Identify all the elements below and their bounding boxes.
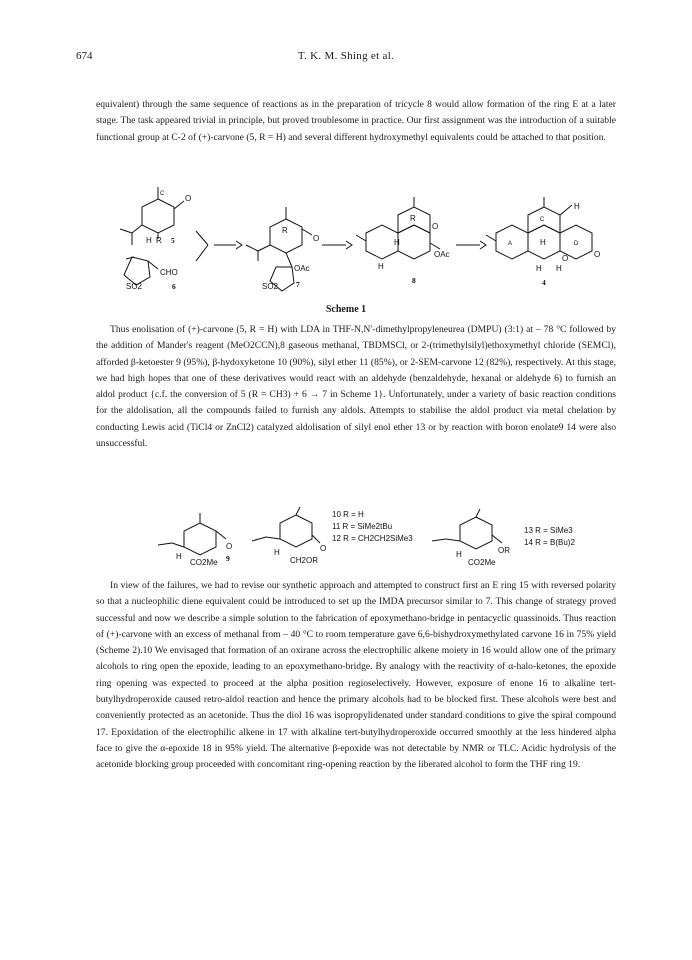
compound-6-structure: [124, 257, 158, 285]
c8-h-label-2: H: [378, 262, 384, 271]
c7-oac-label: OAc: [294, 264, 310, 273]
c4-ring-c-label: C: [540, 217, 545, 223]
c7-so2-label: SO2: [262, 282, 279, 291]
compound-10-12-structure: [252, 507, 320, 547]
c7-o-label: O: [313, 234, 320, 243]
compound-9-structure: [158, 513, 226, 555]
c4-ring-a-label: A: [508, 241, 513, 247]
c8-r-label: R: [410, 214, 416, 223]
c8-oac-label: OAc: [434, 250, 450, 259]
c5-h-label: H: [146, 236, 152, 245]
scheme-1-caption: Scheme 1: [325, 304, 367, 315]
c13-or-label: OR: [498, 546, 510, 555]
c10-r-def: 10 R = H: [332, 510, 364, 519]
c10-o-label: O: [320, 544, 327, 553]
paragraph-1: equivalent) through the same sequence of reactions as in the preparation of tricycle 8 would allow formation of the ring E at a later stage. The task appeared trivial in principle, but proved troublesome in practice. Our first assignment was the introduction of a suitable functional group at C-2 of (+)-carvone (5, R = H) and several different hydroxymethyl equivalents could be attached to that position.: [96, 99, 616, 143]
c10-h-label: H: [274, 548, 280, 557]
c14-r-def: 14 R = B(Bu)2: [524, 538, 575, 547]
c13-co2me-label: CO2Me: [468, 558, 496, 567]
compounds-9-14: [96, 505, 616, 567]
c12-r-def: 12 R = CH2CH2SiMe3: [332, 534, 413, 543]
c5-r-label: R: [156, 236, 162, 245]
scheme-1-structures: [96, 183, 616, 301]
compounds-9-14-structures: [96, 505, 616, 567]
c9-h-label: H: [176, 552, 182, 561]
scheme-1: [96, 183, 616, 301]
c4-o-carbonyl-label: O: [594, 250, 601, 259]
c5-o-label: O: [185, 194, 192, 203]
c8-o-label: O: [432, 222, 439, 231]
compound-7-structure: [246, 207, 312, 291]
compound-5-number: 5: [171, 236, 175, 245]
c4-o-ring-label: O: [562, 254, 569, 263]
c6-so2-label: SO2: [126, 282, 143, 291]
c8-h-label-1: H: [394, 238, 400, 247]
paragraph-3: In view of the failures, we had to revise our synthetic approach and attempted to construct first an E ring 15 with reversed polarity so that a nucleophilic diene equivalent could be introduced to set up the IMDA precursor similar to 7. This change of strategy proved successful and now we describe a simple solution to the fabrication of epoxymethano-bridge in pentacyclic quassinoids. Thus reaction of (+)-carvone with an excess of methanal from – 40 °C to room temperature gave 6,6-bishydroxymethylated carvone 16 in 75% yield (Scheme 2).10 We envisaged that formation of an oxirane across the electrophilic alkene moiety in 16 would allow one of the primary alcohols to ring open the epoxide, leading to an epoxymethano-bridge. By analogy with the reactivity of α-halo-ketones, the epoxide ring opening was expected to proceed at the alpha position regioselectively. However, exposure of enone 16 to alkaline tert-butylhydroperoxide caused retro-aldol reaction and hence the primary alcohols had to be blocked first. These alcohols were best and conveniently protected as an acetonide. Thus the diol 16 was isopropylidenated under standard conditions to give the spiral compound 17. Epoxidation of the electrophilic alkene in 17 with alkaline tert-butylhydroperoxide occurred smoothly at the less hindered alpha face to give the α-epoxide 18 in 95% yield. The alternative β-epoxide was not detectable by NMR or TLC. Acidic hydrolysis of the acetonide blocking group proceeded with concomitant ring-opening reaction by the liberated alcohol to form the THF ring 19.: [96, 580, 616, 771]
c6-cho-label: CHO: [160, 268, 178, 277]
compound-4-number: 4: [542, 278, 546, 287]
page-number: 674: [76, 50, 93, 62]
paragraph-2: Thus enolisation of (+)-carvone (5, R = H) with LDA in THF-N,N′-dimethylpropyleneurea (DMPU) (3:1) at – 78 °C followed by the addition of Mander's reagent (MeO2CCN),8 gaseous methanal, TBDMSCl, or 2-(trimethylsilyl)ethoxymethyl chloride (SEMCl), afforded β-ketoester 9 (95%), β-hydoxyketone 10 (90%), silyl ether 11 (85%), or 2-SEM-carvone 12 (82%), respectively. At this stage, we had high hopes that one of these derivatives would react with an aldehyde (benzaldehyde, hexanal or aldehyde 6) to furnish an aldol product {c.f. the conversion of 5 (R = CH3) + 6 → 7 in Scheme 1}. Unfortunately, under a variety of basic reaction conditions for the aldolisation, all the compounds failed to furnish any aldols. Attempts to stabilise the aldol product via metal chelation by conducting Lewis acid (TiCl4 or ZnCl2) catalyzed aldolisation of silyl enol ether 13 or by reaction with boron enolate9 14 were also unsuccessful.: [96, 324, 616, 450]
compound-8-structure: [356, 197, 440, 259]
running-head: T. K. M. Shing et al.: [297, 50, 395, 62]
c4-h-top-label: H: [574, 202, 580, 211]
compound-9-number: 9: [226, 554, 230, 563]
c7-r-label: R: [282, 226, 288, 235]
c4-h-bottom-1: H: [536, 264, 542, 273]
c5-ring-label: C: [160, 191, 165, 197]
c9-co2me-label: CO2Me: [190, 558, 218, 567]
compound-6-number: 6: [172, 282, 176, 291]
compound-8-number: 8: [412, 276, 416, 285]
c4-ring-d-label: D: [574, 241, 579, 247]
compound-7-number: 7: [296, 280, 300, 289]
c4-h-mid-label: H: [540, 238, 546, 247]
c11-r-def: 11 R = SiMe2tBu: [332, 522, 393, 531]
c13-r-def: 13 R = SiMe3: [524, 526, 573, 535]
c13-h-label: H: [456, 550, 462, 559]
c10-ch2or-label: CH2OR: [290, 556, 319, 565]
c9-o-label: O: [226, 542, 233, 551]
compound-13-14-structure: [432, 509, 502, 549]
c4-h-bottom-2: H: [556, 264, 562, 273]
